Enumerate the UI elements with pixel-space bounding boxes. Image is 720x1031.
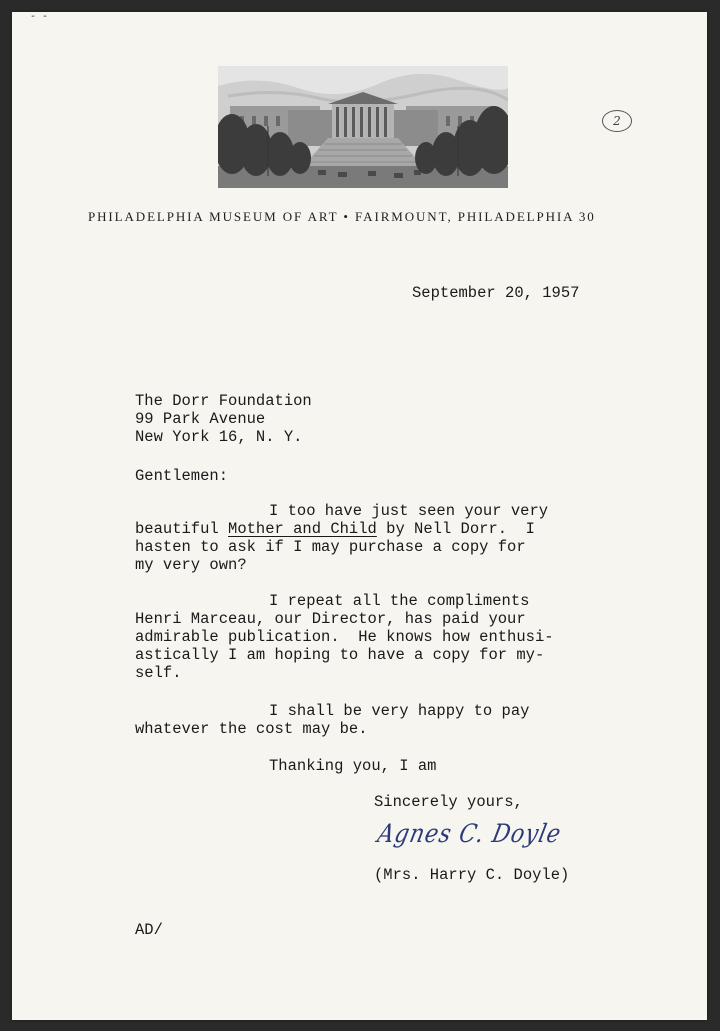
recipient-city: New York 16, N. Y.: [135, 428, 303, 446]
paragraph-2-line-4: astically I am hoping to have a copy for my-: [135, 646, 545, 664]
paragraph-1-line-2: [135, 520, 535, 538]
signature-script: Agnes C. Doyle: [374, 820, 564, 849]
circled-page-number: 2: [602, 110, 632, 132]
recipient-street: 99 Park Avenue: [135, 410, 266, 428]
closing: Sincerely yours,: [374, 793, 523, 811]
p1-text-after-title: by Nell Dorr. I: [376, 520, 535, 538]
thanking-line: Thanking you, I am: [269, 757, 437, 775]
p1-text-before-title: beautiful: [135, 520, 229, 538]
paragraph-2-line-3: admirable publication. He knows how enthusi-: [135, 628, 554, 646]
letter-date: September 20, 1957: [412, 284, 580, 302]
museum-engraving-image: [218, 66, 508, 188]
corner-marks: - -: [30, 12, 49, 23]
paragraph-1-line-4: my very own?: [135, 556, 247, 574]
paragraph-2-line-1: I repeat all the compliments: [269, 592, 530, 610]
paragraph-2-line-2: Henri Marceau, our Director, has paid your: [135, 610, 526, 628]
letterhead-museum-address: PHILADELPHIA MUSEUM OF ART • FAIRMOUNT, PHILADELPHIA 30: [88, 209, 596, 224]
book-title: Mother and Child: [228, 520, 377, 538]
signature-typed-name: (Mrs. Harry C. Doyle): [374, 866, 570, 884]
paragraph-1-line-1: I too have just seen your very: [269, 502, 549, 520]
handwritten-signature: [374, 820, 564, 866]
typist-initials: AD/: [135, 921, 163, 939]
paragraph-2-line-5: self.: [135, 664, 182, 682]
paragraph-3-line-2: whatever the cost may be.: [135, 720, 368, 738]
paragraph-3-line-1: I shall be very happy to pay: [269, 702, 530, 720]
paragraph-1-line-3: hasten to ask if I may purchase a copy for: [135, 538, 526, 556]
recipient-name: The Dorr Foundation: [135, 392, 312, 410]
salutation: Gentlemen:: [135, 467, 229, 485]
